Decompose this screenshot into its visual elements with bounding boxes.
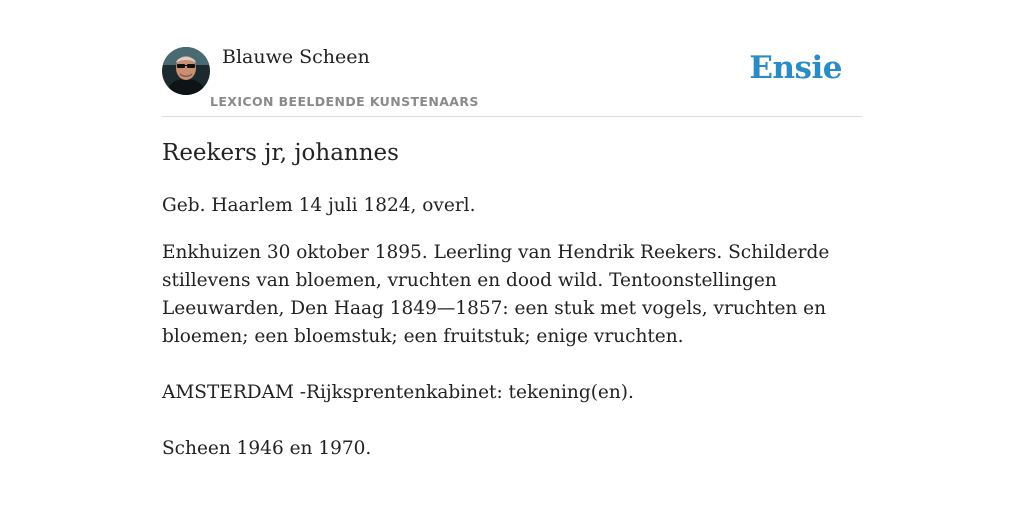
article-title: Reekers jr, johannes: [162, 140, 399, 166]
article-paragraph: Enkhuizen 30 oktober 1895. Leerling van Hendrik Reekers. Schilderde stillevens van bloemen, vruchten en dood wild. Tentoonstellingen Leeuwarden, Den Haag 1849—1857: een stuk met vogels, vruchten en bloemen; een bloemstuk; een fruitstuk; enige vruchten.: [162, 242, 830, 347]
person-photo-icon: [162, 47, 210, 95]
source-name[interactable]: LEXICON BEELDENDE KUNSTENAARS: [210, 94, 479, 109]
author-avatar[interactable]: [162, 47, 210, 95]
page-header: [162, 0, 862, 117]
article-page: [162, 0, 862, 459]
ensie-logo-link[interactable]: Ensie: [749, 50, 842, 86]
article-paragraph: Scheen 1946 en 1970.: [162, 438, 372, 459]
author-name-link[interactable]: Blauwe Scheen: [222, 46, 370, 68]
article-paragraph: Geb. Haarlem 14 juli 1824, overl.: [162, 195, 476, 216]
article-paragraph: AMSTERDAM -Rijksprentenkabinet: tekening(en).: [162, 382, 634, 403]
